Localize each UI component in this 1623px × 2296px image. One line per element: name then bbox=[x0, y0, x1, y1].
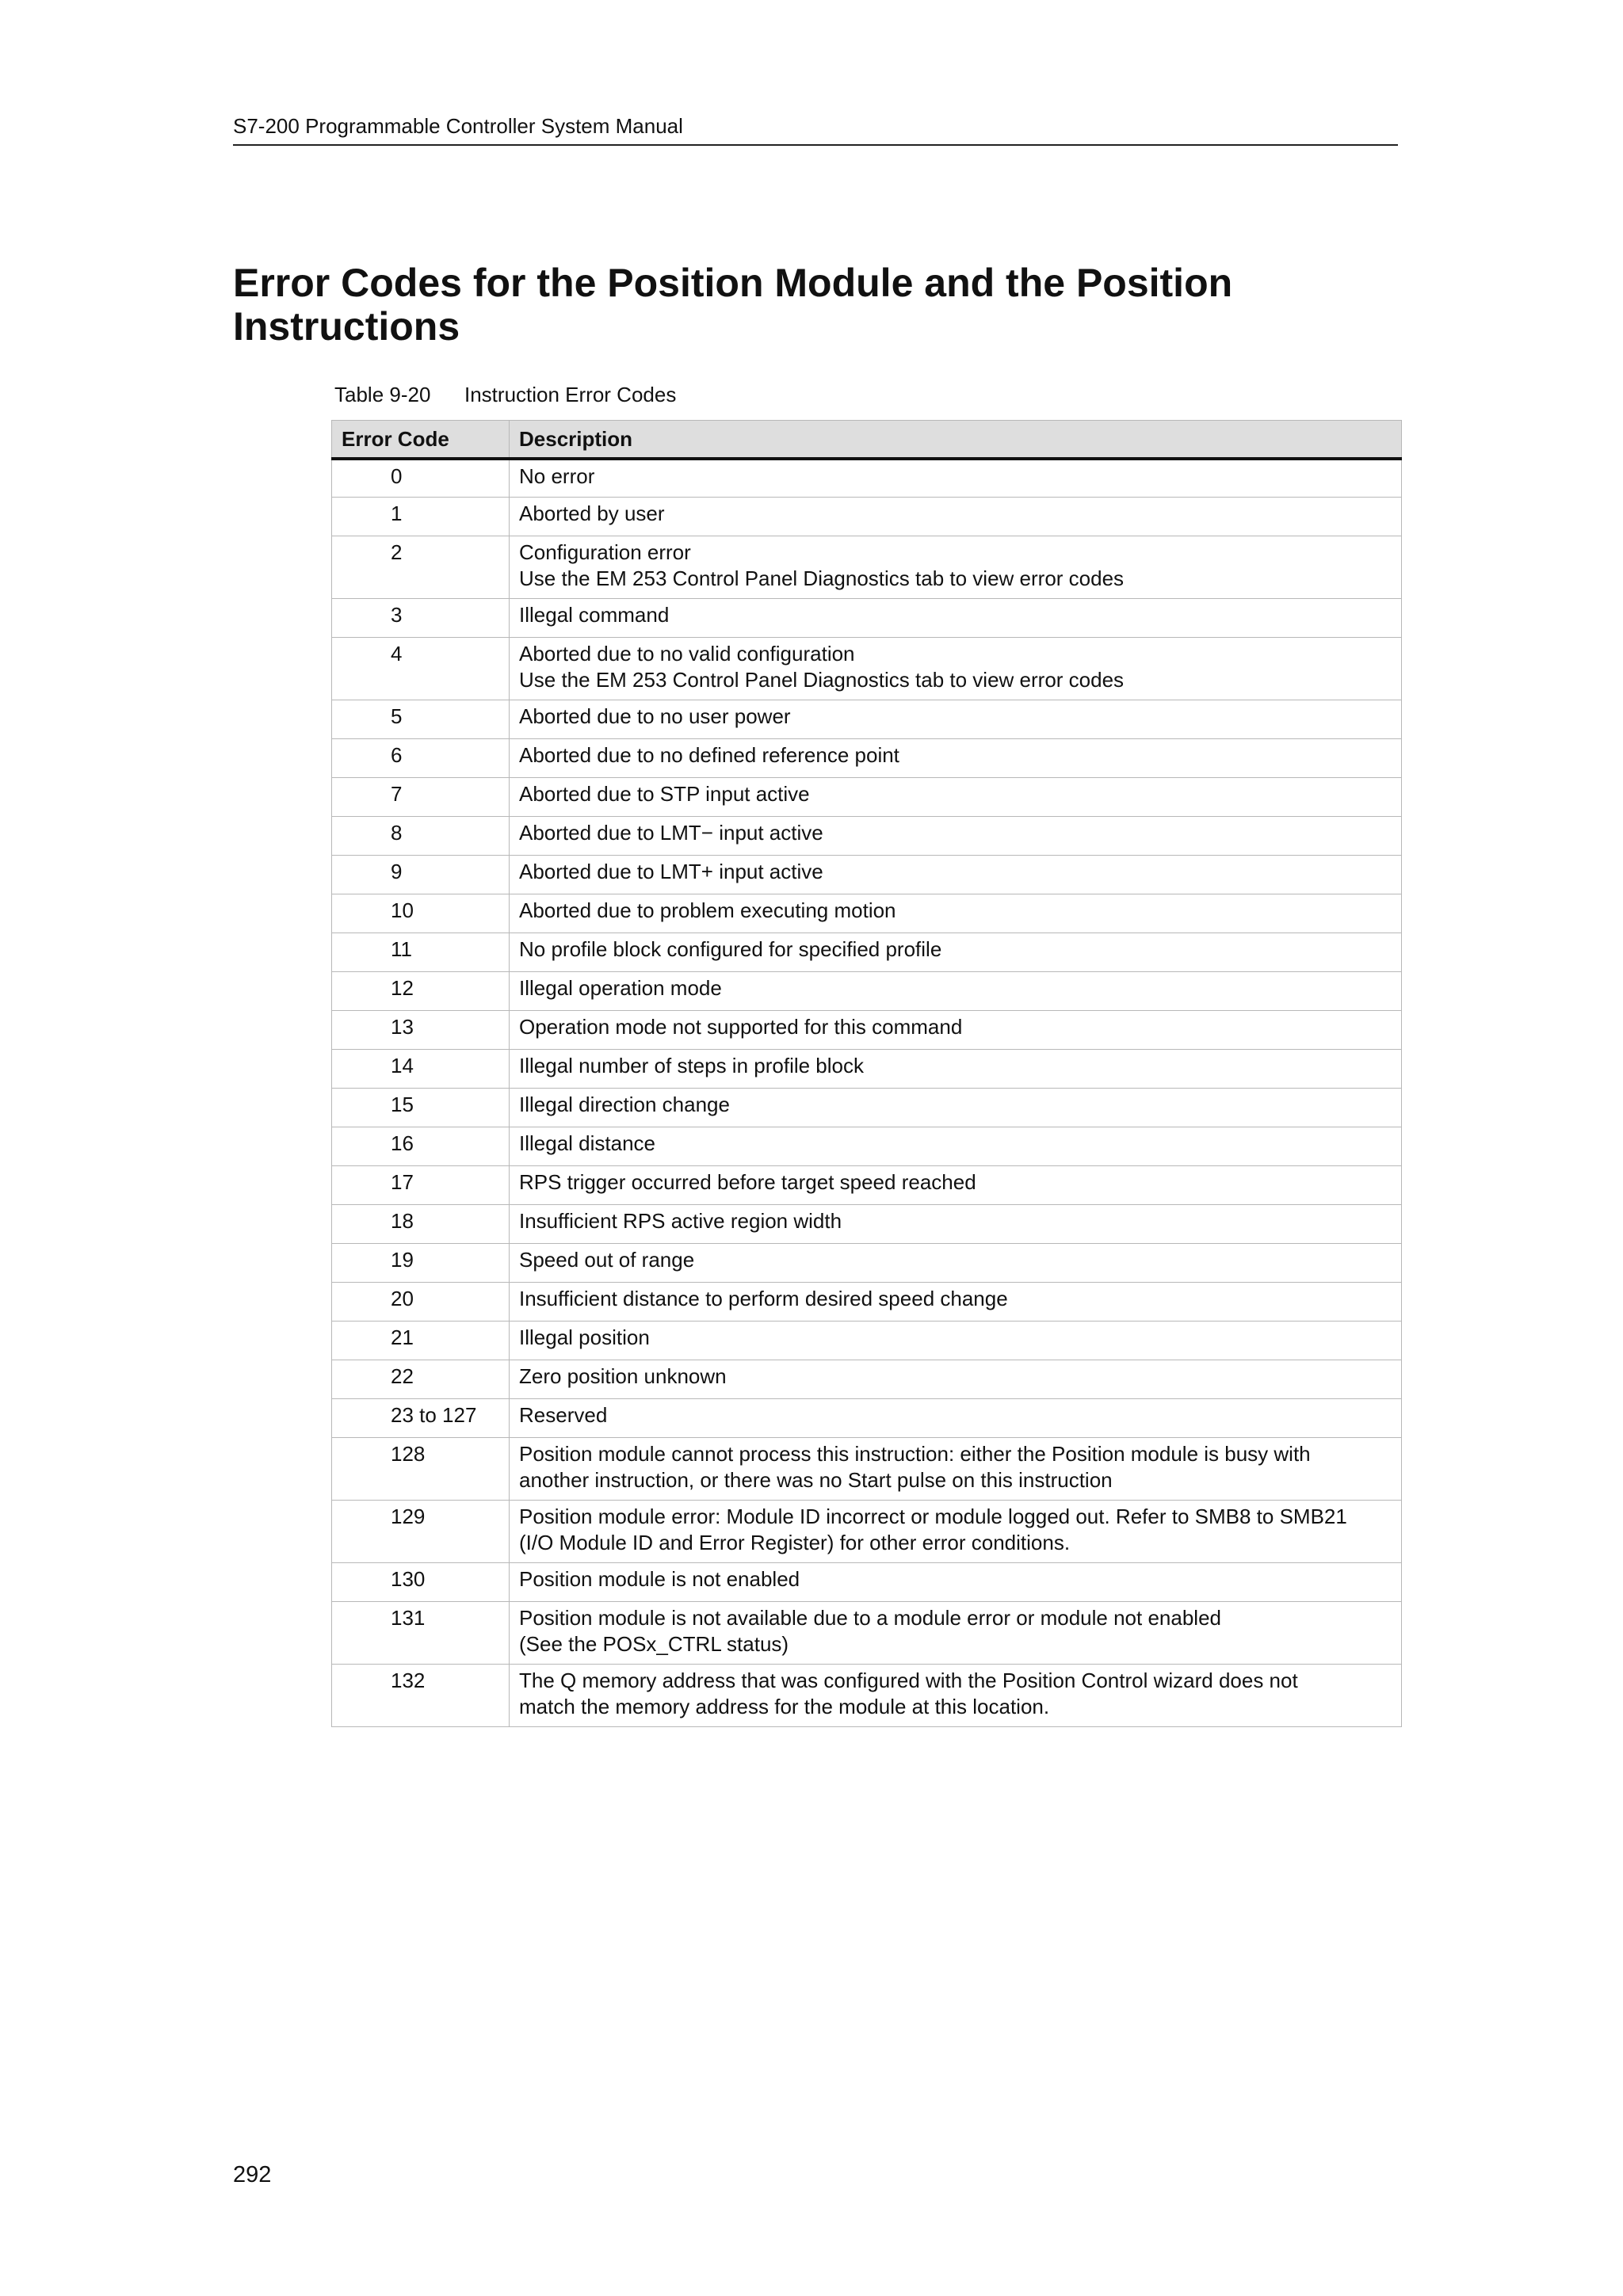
description-cell: Illegal direction change bbox=[510, 1089, 1402, 1127]
description-cell: Illegal number of steps in profile block bbox=[510, 1050, 1402, 1089]
error-code-cell: 17 bbox=[332, 1166, 510, 1205]
description-cell: Illegal command bbox=[510, 599, 1402, 638]
description-cell: Aborted due to problem executing motion bbox=[510, 894, 1402, 933]
error-code-cell: 128 bbox=[332, 1438, 510, 1501]
table-row bbox=[332, 1244, 1402, 1283]
error-code-cell: 23 to 127 bbox=[332, 1399, 510, 1438]
table-row bbox=[332, 739, 1402, 778]
error-code-cell: 0 bbox=[332, 459, 510, 498]
error-code-cell: 11 bbox=[332, 933, 510, 972]
table-row bbox=[332, 1011, 1402, 1050]
error-code-cell: 18 bbox=[332, 1205, 510, 1244]
table-row bbox=[332, 933, 1402, 972]
description-cell: Insufficient distance to perform desired speed change bbox=[510, 1283, 1402, 1322]
description-cell: Aborted by user bbox=[510, 498, 1402, 536]
table-row bbox=[332, 536, 1402, 599]
error-code-cell: 132 bbox=[332, 1665, 510, 1727]
description-cell: Illegal distance bbox=[510, 1127, 1402, 1166]
table-row bbox=[332, 1399, 1402, 1438]
error-code-cell: 7 bbox=[332, 778, 510, 817]
error-code-cell: 12 bbox=[332, 972, 510, 1011]
error-code-cell: 8 bbox=[332, 817, 510, 856]
table-row bbox=[332, 1322, 1402, 1360]
error-code-cell: 131 bbox=[332, 1602, 510, 1665]
description-cell: Reserved bbox=[510, 1399, 1402, 1438]
table-row bbox=[332, 972, 1402, 1011]
table-body bbox=[332, 459, 1402, 1727]
table-row bbox=[332, 700, 1402, 739]
error-code-cell: 129 bbox=[332, 1501, 510, 1563]
table-row bbox=[332, 599, 1402, 638]
error-code-cell: 4 bbox=[332, 638, 510, 700]
error-code-cell: 13 bbox=[332, 1011, 510, 1050]
column-header-description: Description bbox=[510, 421, 1402, 459]
error-code-cell: 5 bbox=[332, 700, 510, 739]
error-code-cell: 16 bbox=[332, 1127, 510, 1166]
description-cell: The Q memory address that was configured with the Position Control wizard does not match the memory address for the module at this location. bbox=[510, 1665, 1402, 1727]
table-caption bbox=[334, 383, 676, 406]
description-cell: Aborted due to LMT− input active bbox=[510, 817, 1402, 856]
section-title: Error Codes for the Position Module and the Position Instructions bbox=[233, 261, 1233, 349]
table-row bbox=[332, 1563, 1402, 1602]
description-cell: No error bbox=[510, 459, 1402, 498]
description-cell: Operation mode not supported for this command bbox=[510, 1011, 1402, 1050]
description-cell: Illegal operation mode bbox=[510, 972, 1402, 1011]
description-cell: Position module is not available due to a module error or module not enabled (See the POSx_CTRL status) bbox=[510, 1602, 1402, 1665]
description-cell: Position module cannot process this instruction: either the Position module is busy with another instruction, or there was no Start pulse on this instruction bbox=[510, 1438, 1402, 1501]
table-row bbox=[332, 778, 1402, 817]
table-row bbox=[332, 817, 1402, 856]
description-cell: Speed out of range bbox=[510, 1244, 1402, 1283]
table-header-row bbox=[332, 421, 1402, 459]
description-cell: No profile block configured for specified profile bbox=[510, 933, 1402, 972]
error-code-cell: 15 bbox=[332, 1089, 510, 1127]
description-cell: Aborted due to STP input active bbox=[510, 778, 1402, 817]
error-code-cell: 2 bbox=[332, 536, 510, 599]
description-cell: Configuration error Use the EM 253 Control Panel Diagnostics tab to view error codes bbox=[510, 536, 1402, 599]
table-row bbox=[332, 1166, 1402, 1205]
page-number: 292 bbox=[233, 2162, 272, 2187]
table-row bbox=[332, 1127, 1402, 1166]
error-code-cell: 3 bbox=[332, 599, 510, 638]
description-cell: Insufficient RPS active region width bbox=[510, 1205, 1402, 1244]
error-code-cell: 1 bbox=[332, 498, 510, 536]
table-row bbox=[332, 459, 1402, 498]
description-cell: Aborted due to no user power bbox=[510, 700, 1402, 739]
table-row bbox=[332, 1501, 1402, 1563]
running-header: S7-200 Programmable Controller System Manual bbox=[233, 114, 1398, 146]
error-code-cell: 9 bbox=[332, 856, 510, 894]
description-cell: Position module error: Module ID incorrect or module logged out. Refer to SMB8 to SMB21 (I/O Module ID and Error Register) for other error conditions. bbox=[510, 1501, 1402, 1563]
description-cell: RPS trigger occurred before target speed reached bbox=[510, 1166, 1402, 1205]
error-code-cell: 22 bbox=[332, 1360, 510, 1399]
description-cell: Aborted due to no defined reference point bbox=[510, 739, 1402, 778]
description-cell: Position module is not enabled bbox=[510, 1563, 1402, 1602]
error-code-cell: 21 bbox=[332, 1322, 510, 1360]
table-row bbox=[332, 1089, 1402, 1127]
error-code-cell: 20 bbox=[332, 1283, 510, 1322]
table-row bbox=[332, 894, 1402, 933]
table-row bbox=[332, 856, 1402, 894]
description-cell: Aborted due to LMT+ input active bbox=[510, 856, 1402, 894]
error-code-table bbox=[331, 420, 1402, 1727]
table-row bbox=[332, 498, 1402, 536]
table-caption-number: Table 9-20 bbox=[334, 383, 431, 406]
description-cell: Aborted due to no valid configuration Use the EM 253 Control Panel Diagnostics tab to view error codes bbox=[510, 638, 1402, 700]
error-code-cell: 130 bbox=[332, 1563, 510, 1602]
error-code-cell: 14 bbox=[332, 1050, 510, 1089]
table-row bbox=[332, 1050, 1402, 1089]
table-row bbox=[332, 1205, 1402, 1244]
table-caption-title: Instruction Error Codes bbox=[464, 383, 677, 406]
column-header-error-code: Error Code bbox=[332, 421, 510, 459]
error-code-cell: 6 bbox=[332, 739, 510, 778]
error-code-cell: 10 bbox=[332, 894, 510, 933]
error-code-cell: 19 bbox=[332, 1244, 510, 1283]
table-row bbox=[332, 1602, 1402, 1665]
table-row bbox=[332, 1438, 1402, 1501]
table-row bbox=[332, 638, 1402, 700]
table-row bbox=[332, 1283, 1402, 1322]
description-cell: Illegal position bbox=[510, 1322, 1402, 1360]
table-row bbox=[332, 1665, 1402, 1727]
table-row bbox=[332, 1360, 1402, 1399]
description-cell: Zero position unknown bbox=[510, 1360, 1402, 1399]
